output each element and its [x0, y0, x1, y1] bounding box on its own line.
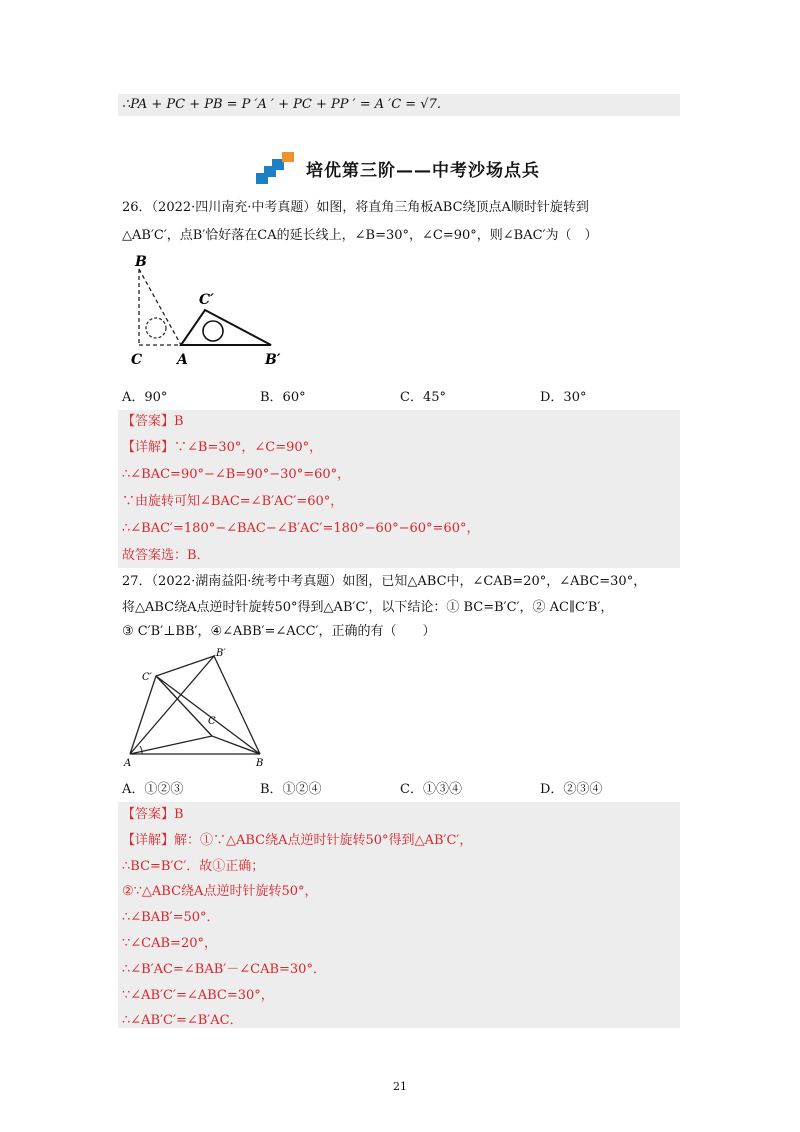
- q27-detail-4: ∴∠BAB′=50°．: [122, 910, 220, 925]
- q26-label-Cp: C′: [199, 292, 214, 308]
- section-title-block: [256, 152, 540, 184]
- q26-label-C: C: [131, 352, 143, 368]
- q26-detail-2: ∴∠BAC=90°−∠B=90°−30°=60°，: [122, 467, 351, 482]
- q27-label-A: A: [124, 758, 132, 769]
- top-formula: ∴PA + PC + PB = P ′A ′ + PC + PP ′ = A ′C = √7.: [122, 97, 441, 112]
- q27-figure: [120, 644, 270, 770]
- q27-detail-6: ∴∠B′AC=∠BAB′－∠CAB=30°．: [122, 962, 326, 977]
- q27-label-Cp: C′: [142, 672, 152, 683]
- q27-detail-8: ∴∠AB′C′=∠B′AC．: [122, 1013, 243, 1028]
- q27-options: [122, 778, 602, 797]
- q27-detail-7: ∵∠AB′C′=∠ABC=30°，: [122, 988, 274, 1003]
- q27-stem-line1: 27．（2022·湖南益阳·统考中考真题）如图，已知△ABC中，∠CAB=20°，∠ABC=30°，: [122, 574, 647, 589]
- q27-detail-5: ∵∠CAB=20°，: [122, 936, 217, 951]
- q26-detail-4: ∴∠BAC′=180°−∠BAC−∠B′AC′=180°−60°−60°=60°，: [122, 521, 480, 536]
- q27-stem-line2: 将△ABC绕A点逆时针旋转50°得到△AB′C′，以下结论：① BC=B′C′，② AC∥C′B′，: [122, 600, 614, 615]
- q26-detail-3: ∵由旋转可知∠BAC=∠B′AC′=60°，: [122, 494, 344, 509]
- q27-option-b[interactable]: B．①②④: [260, 782, 322, 797]
- q27-label-B: B: [256, 758, 264, 769]
- q27-stem-line3: ③ C′B′⊥BB′，④∠ABB′=∠ACC′，正确的有（ ）: [122, 624, 436, 639]
- q27-option-d[interactable]: D．②③④: [540, 782, 603, 797]
- q26-option-b[interactable]: B．60°: [260, 390, 306, 405]
- q27-option-c[interactable]: C．①③④: [400, 782, 462, 797]
- q26-option-d[interactable]: D．30°: [540, 390, 587, 405]
- q26-detail-1: 【详解】∵∠B=30°，∠C=90°，: [122, 440, 323, 455]
- q26-label-Bp: B′: [265, 352, 281, 368]
- q26-figure: [125, 252, 295, 374]
- q27-option-a[interactable]: A．①②③: [122, 782, 184, 797]
- page-number: 21: [393, 1080, 407, 1093]
- q26-answer: 【答案】B: [122, 414, 184, 429]
- q27-label-Bp: B′: [216, 648, 226, 659]
- q26-detail-5: 故答案选：B．: [122, 548, 210, 563]
- q26-stem-line1: 26．（2022·四川南充·中考真题）如图，将直角三角板ABC绕顶点A顺时针旋转到: [122, 200, 589, 215]
- q27-detail-1: 【详解】解：①∵△ABC绕A点逆时针旋转50°得到△AB′C′，: [122, 833, 473, 848]
- q26-option-a[interactable]: A．90°: [122, 390, 168, 405]
- q26-label-B: B: [135, 254, 147, 270]
- q26-answer-shade: [118, 410, 680, 568]
- q26-label-A: A: [177, 352, 188, 368]
- q26-option-c[interactable]: C．45°: [400, 390, 446, 405]
- q27-detail-2: ∴BC=B′C′．故①正确；: [122, 859, 265, 874]
- q26-stem-line2: △AB′C′，点B′恰好落在CA的延长线上，∠B=30°，∠C=90°，则∠BAC′为（ ）: [122, 228, 598, 243]
- q27-label-C: C: [208, 716, 216, 727]
- q27-detail-3: ②∵△ABC绕A点逆时针旋转50°，: [122, 884, 318, 899]
- section-title: 培优第三阶——中考沙场点兵: [306, 160, 540, 181]
- q27-answer: 【答案】B: [122, 807, 184, 822]
- q26-options: [122, 386, 586, 405]
- stairs-icon: [256, 152, 296, 184]
